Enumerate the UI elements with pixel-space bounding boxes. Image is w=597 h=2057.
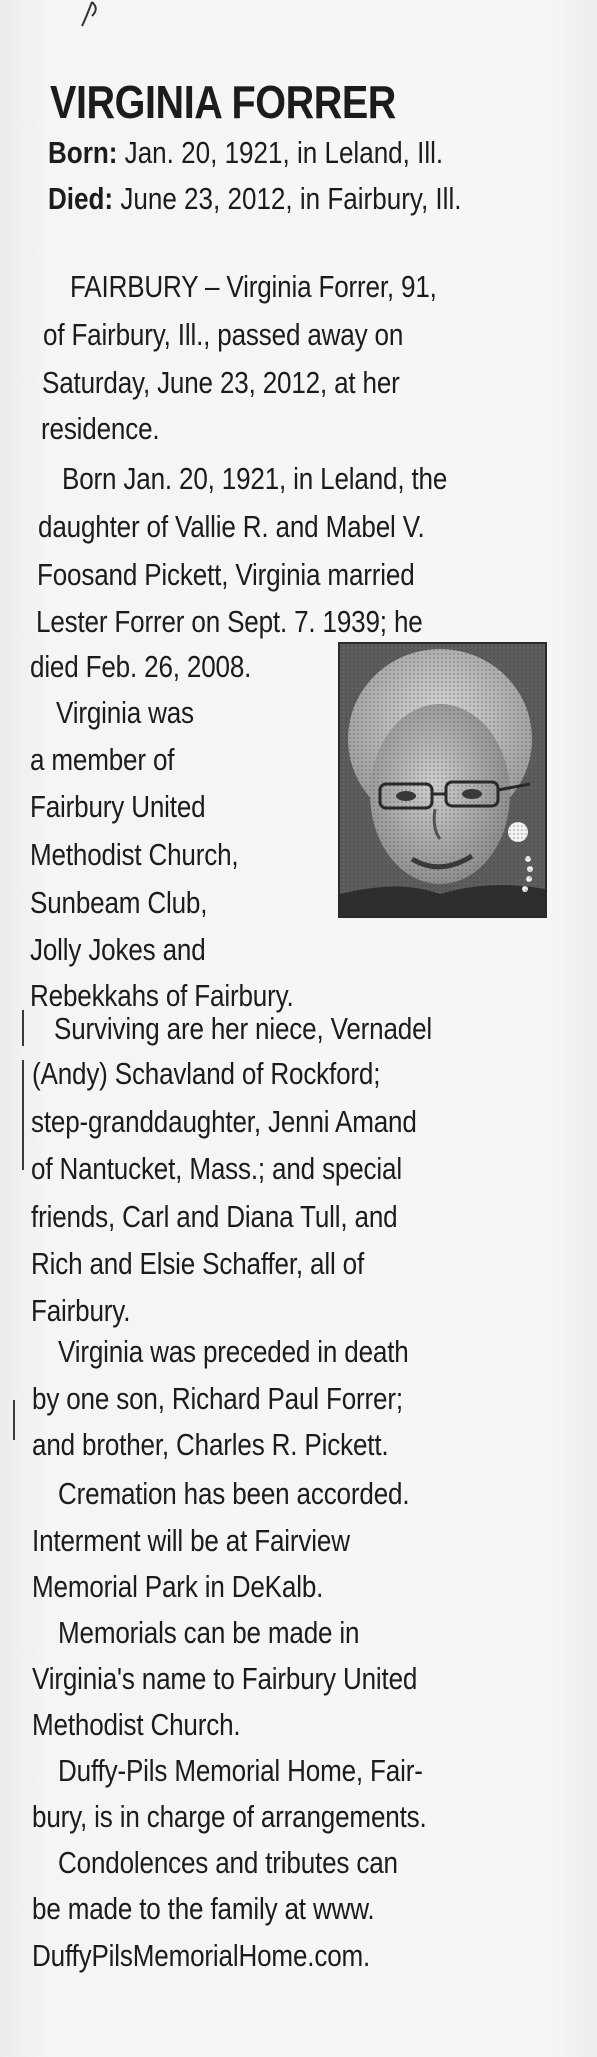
body-line: Methodist Church. bbox=[32, 1707, 241, 1742]
portrait-photo bbox=[338, 642, 547, 918]
died-label: Died: bbox=[48, 181, 114, 216]
body-line: Foosand Pickett, Virginia married bbox=[37, 557, 415, 592]
body-line: friends, Carl and Diana Tull, and bbox=[31, 1199, 398, 1234]
obituary-name: VIRGINIA FORRER bbox=[50, 76, 396, 128]
body-line: Jolly Jokes and bbox=[30, 932, 206, 967]
body-line: Interment will be at Fairview bbox=[32, 1523, 350, 1558]
handwritten-pen-mark bbox=[78, 0, 118, 40]
born-label: Born: bbox=[48, 135, 118, 170]
body-line: (Andy) Schavland of Rockford; bbox=[32, 1056, 381, 1091]
body-line: Virginia was bbox=[56, 695, 194, 730]
body-line: Virginia was preceded in death bbox=[58, 1334, 409, 1369]
body-line: Memorials can be made in bbox=[58, 1615, 360, 1650]
died-text: June 23, 2012, in Fairbury, Ill. bbox=[120, 181, 462, 216]
died-line bbox=[48, 180, 461, 218]
portrait-image bbox=[340, 644, 545, 916]
born-text: Jan. 20, 1921, in Leland, Ill. bbox=[124, 135, 444, 170]
body-line: residence. bbox=[41, 411, 160, 446]
body-line: Cremation has been accorded. bbox=[58, 1476, 410, 1511]
body-line: Fairbury United bbox=[30, 789, 206, 824]
body-line: Saturday, June 23, 2012, at her bbox=[42, 365, 400, 400]
body-line: Condolences and tributes can bbox=[58, 1845, 398, 1880]
born-line bbox=[48, 134, 443, 172]
body-line: Lester Forrer on Sept. 7. 1939; he bbox=[36, 604, 423, 639]
body-line: by one son, Richard Paul Forrer; bbox=[32, 1381, 403, 1416]
body-line: Virginia's name to Fairbury United bbox=[32, 1661, 418, 1696]
body-line: a member of bbox=[30, 742, 175, 777]
body-line: Duffy-Pils Memorial Home, Fair- bbox=[58, 1753, 423, 1788]
body-line: DuffyPilsMemorialHome.com. bbox=[32, 1938, 371, 1973]
body-line: FAIRBURY – Virginia Forrer, 91, bbox=[70, 269, 437, 304]
body-line: and brother, Charles R. Pickett. bbox=[32, 1427, 389, 1462]
column-rule-mark bbox=[13, 1400, 15, 1440]
body-line: bury, is in charge of arrangements. bbox=[32, 1799, 427, 1834]
body-line: Rebekkahs of Fairbury. bbox=[30, 978, 294, 1013]
body-line: Methodist Church, bbox=[30, 837, 239, 872]
body-line: step-granddaughter, Jenni Amand bbox=[31, 1104, 417, 1139]
column-rule-mark bbox=[22, 1010, 24, 1046]
body-line: Rich and Elsie Schaffer, all of bbox=[31, 1246, 365, 1281]
body-line: Memorial Park in DeKalb. bbox=[32, 1569, 324, 1604]
body-line: be made to the family at www. bbox=[32, 1891, 375, 1926]
body-line: Born Jan. 20, 1921, in Leland, the bbox=[62, 461, 448, 496]
body-line: died Feb. 26, 2008. bbox=[30, 649, 252, 684]
column-rule-mark bbox=[22, 1060, 24, 1170]
body-line: of Fairbury, Ill., passed away on bbox=[43, 317, 404, 352]
body-line: of Nantucket, Mass.; and special bbox=[31, 1151, 402, 1186]
body-line: Sunbeam Club, bbox=[30, 885, 208, 920]
body-line: daughter of Vallie R. and Mabel V. bbox=[38, 509, 425, 544]
body-line: Fairbury. bbox=[31, 1293, 131, 1328]
body-line: Surviving are her niece, Vernadel bbox=[54, 1011, 433, 1046]
